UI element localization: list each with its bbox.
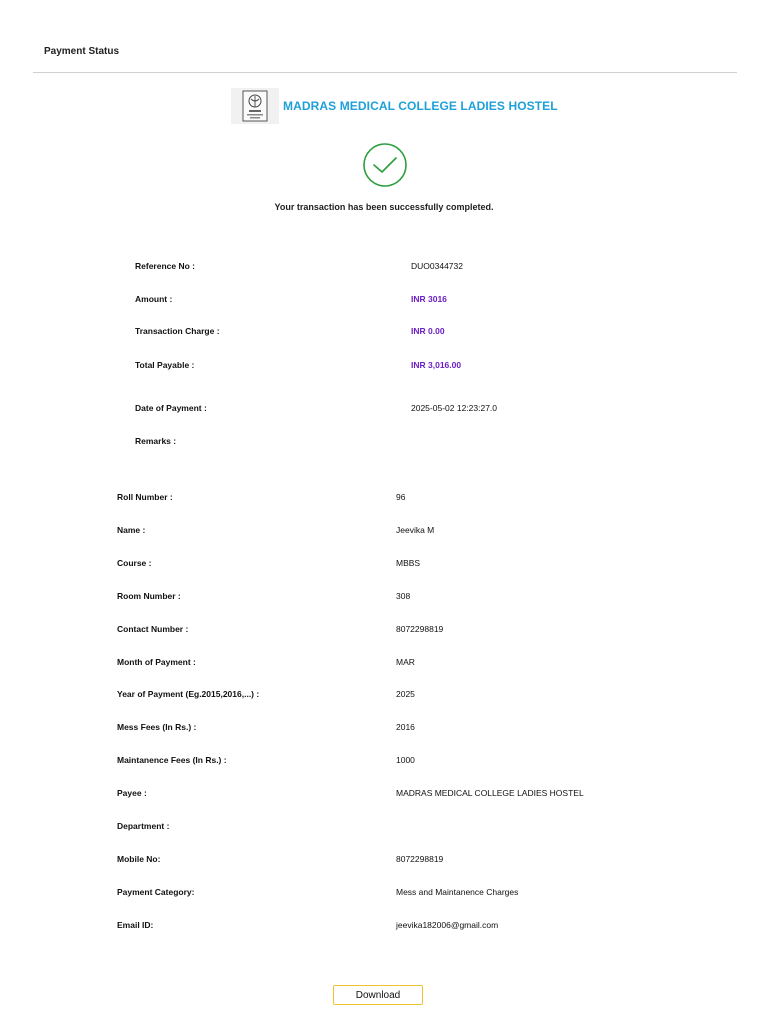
email-id-value: jeevika182006@gmail.com: [396, 920, 499, 930]
email-id-label: Email ID:: [117, 920, 154, 930]
date-of-payment-label: Date of Payment :: [135, 403, 207, 413]
org-header: [231, 88, 558, 124]
year-of-payment-label: Year of Payment (Eg.2015,2016,...) :: [117, 689, 260, 699]
remarks-label: Remarks :: [135, 436, 177, 446]
download-button[interactable]: Download: [333, 985, 423, 1005]
name-value: Jeevika M: [396, 525, 435, 535]
maintenance-fees-value: 1000: [396, 755, 415, 765]
department-label: Department :: [117, 821, 170, 831]
roll-number-value: 96: [396, 492, 406, 502]
mobile-no-value: 8072298819: [396, 854, 444, 864]
maintenance-fees-label: Maintanence Fees (In Rs.) :: [117, 755, 227, 765]
room-number-label: Room Number :: [117, 591, 181, 601]
total-payable-value: INR 3,016.00: [411, 360, 462, 370]
reference-no-value: DUO0344732: [411, 261, 463, 271]
roll-number-label: Roll Number :: [117, 492, 173, 502]
course-value: MBBS: [396, 558, 421, 568]
transaction-charge-value: INR 0.00: [411, 326, 445, 336]
mobile-no-label: Mobile No:: [117, 854, 161, 864]
amount-label: Amount :: [135, 294, 173, 304]
success-check-icon: [362, 142, 408, 188]
total-payable-label: Total Payable :: [135, 360, 195, 370]
month-of-payment-value: MAR: [396, 657, 415, 667]
amount-value: INR 3016: [411, 294, 447, 304]
header-divider: [33, 72, 737, 73]
room-number-value: 308: [396, 591, 411, 601]
college-emblem-icon: [242, 90, 268, 122]
page-title: Payment Status: [44, 46, 120, 57]
payment-category-value: Mess and Maintanence Charges: [396, 887, 519, 897]
payee-label: Payee :: [117, 788, 147, 798]
month-of-payment-label: Month of Payment :: [117, 657, 196, 667]
reference-no-label: Reference No :: [135, 261, 195, 271]
course-label: Course :: [117, 558, 152, 568]
mess-fees-label: Mess Fees (In Rs.) :: [117, 722, 197, 732]
contact-number-value: 8072298819: [396, 624, 444, 634]
transaction-charge-label: Transaction Charge :: [135, 326, 220, 336]
org-name: MADRAS MEDICAL COLLEGE LADIES HOSTEL: [283, 99, 558, 113]
college-logo: [231, 88, 279, 124]
date-of-payment-value: 2025-05-02 12:23:27.0: [411, 403, 498, 413]
payee-value: MADRAS MEDICAL COLLEGE LADIES HOSTEL: [396, 788, 584, 798]
mess-fees-value: 2016: [396, 722, 415, 732]
year-of-payment-value: 2025: [396, 689, 415, 699]
name-label: Name :: [117, 525, 146, 535]
success-message: Your transaction has been successfully completed.: [274, 202, 494, 212]
payment-category-label: Payment Category:: [117, 887, 195, 897]
contact-number-label: Contact Number :: [117, 624, 189, 634]
